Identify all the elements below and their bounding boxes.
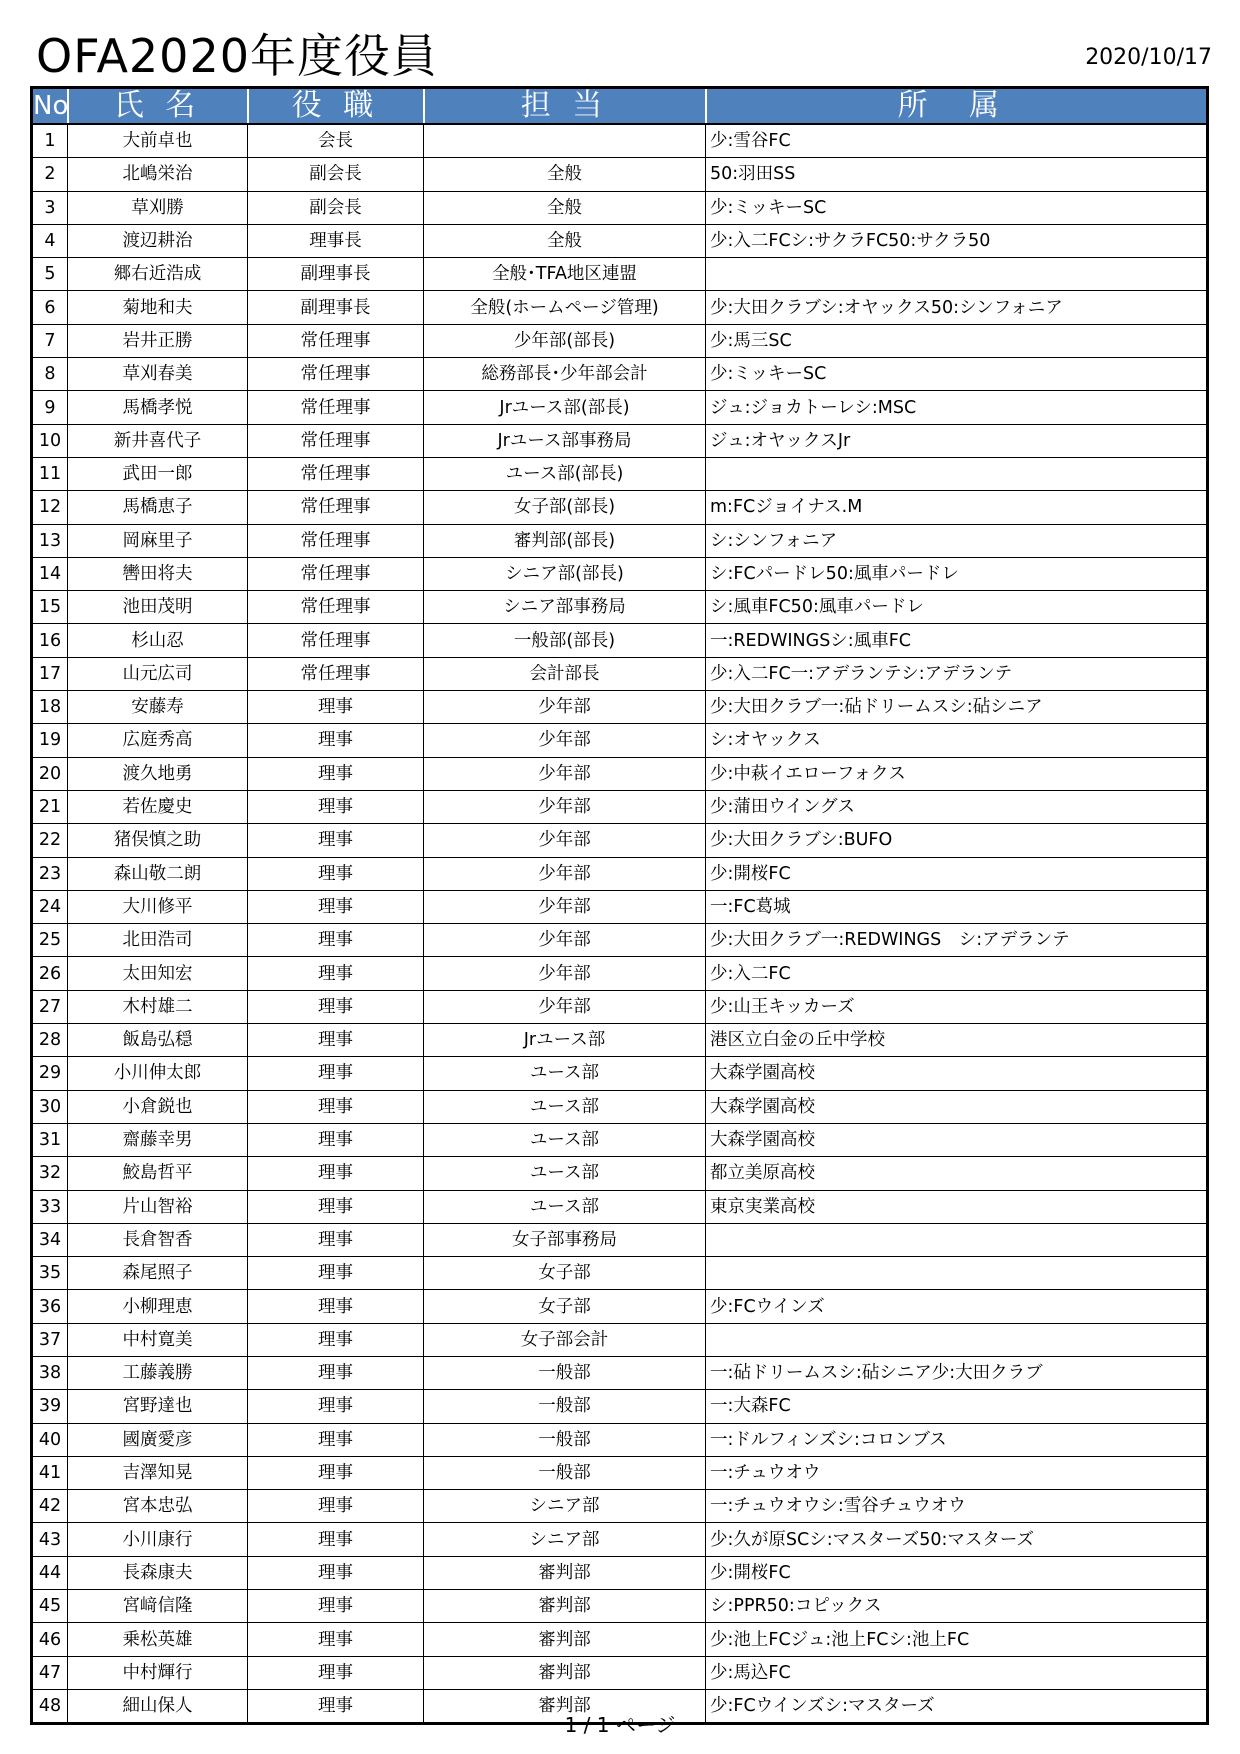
row-no: 22 [32,824,68,857]
table-row [32,391,1208,424]
row-charge: ユース部(部長) [424,457,706,490]
row-charge: 少年部 [424,724,706,757]
row-role: 理事 [248,1456,424,1489]
row-name: 中村輝行 [68,1656,248,1689]
table-row [32,1223,1208,1256]
row-name: 安藤寿 [68,691,248,724]
row-charge: 審判部(部長) [424,524,706,557]
row-affiliation: 少:入二FC [706,957,1208,990]
table-row [32,1290,1208,1323]
row-no: 7 [32,324,68,357]
document-date: 2020/10/17 [1085,45,1212,70]
row-no: 4 [32,224,68,257]
table-header [32,88,1208,125]
table-row [32,1157,1208,1190]
row-name: 若佐慶史 [68,790,248,823]
row-role: 常任理事 [248,358,424,391]
row-charge: 女子部会計 [424,1323,706,1356]
row-affiliation: 少:雪谷FC [706,124,1208,158]
row-no: 6 [32,291,68,324]
row-no: 24 [32,890,68,923]
row-affiliation: ジュ:ジョカトーレシ:MSC [706,391,1208,424]
row-name: 森尾照子 [68,1257,248,1290]
row-name: 北田浩司 [68,924,248,957]
row-role: 常任理事 [248,324,424,357]
row-role: 会長 [248,124,424,158]
row-affiliation: 大森学園高校 [706,1123,1208,1156]
row-name: 長倉智香 [68,1223,248,1256]
row-affiliation: 一:チュウオウ [706,1456,1208,1489]
row-name: 馬橋恵子 [68,491,248,524]
row-role: 理事長 [248,224,424,257]
row-role: 常任理事 [248,624,424,657]
row-role: 理事 [248,1323,424,1356]
header-role: 役 職 [248,88,424,125]
row-no: 40 [32,1423,68,1456]
row-role: 副理事長 [248,258,424,291]
row-name: 森山敬二朗 [68,857,248,890]
table-row [32,724,1208,757]
row-affiliation: 東京実業高校 [706,1190,1208,1223]
row-role: 理事 [248,924,424,957]
row-charge: シニア部事務局 [424,591,706,624]
row-affiliation: シ:PPR50:コピックス [706,1590,1208,1623]
table-row [32,1523,1208,1556]
table-row [32,790,1208,823]
row-role: 常任理事 [248,524,424,557]
row-affiliation: 少:開桜FC [706,1556,1208,1589]
row-name: 齋藤幸男 [68,1123,248,1156]
row-name: 太田知宏 [68,957,248,990]
row-affiliation: シ:オヤックス [706,724,1208,757]
officers-table [30,86,1209,1725]
header-name: 氏 名 [68,88,248,125]
row-affiliation: 少:大田クラブ一:REDWINGS シ:アデランテ [706,924,1208,957]
row-no: 43 [32,1523,68,1556]
row-role: 常任理事 [248,657,424,690]
row-charge: 女子部事務局 [424,1223,706,1256]
row-affiliation: 少:大田クラブ一:砧ドリームスシ:砧シニア [706,691,1208,724]
row-charge: 会計部長 [424,657,706,690]
row-no: 38 [32,1356,68,1389]
row-affiliation: シ:風車FC50:風車パードレ [706,591,1208,624]
row-affiliation: 少:馬込FC [706,1656,1208,1689]
table-row [32,1556,1208,1589]
row-name: 岡麻里子 [68,524,248,557]
row-charge: 一般部(部長) [424,624,706,657]
table-body [32,124,1208,1724]
row-name: 北嶋栄治 [68,158,248,191]
row-name: 飯島弘穏 [68,1024,248,1057]
row-name: 宮本忠弘 [68,1490,248,1523]
table-row [32,890,1208,923]
row-charge: 審判部 [424,1623,706,1656]
row-name: 新井喜代子 [68,424,248,457]
row-no: 28 [32,1024,68,1057]
row-name: 轡田将夫 [68,557,248,590]
table-row [32,657,1208,690]
row-name: 乗松英雄 [68,1623,248,1656]
row-role: 理事 [248,957,424,990]
row-charge: 全般 [424,224,706,257]
row-role: 副会長 [248,158,424,191]
row-role: 副会長 [248,191,424,224]
row-name: 小川伸太郎 [68,1057,248,1090]
row-name: 吉澤知晃 [68,1456,248,1489]
table-row [32,624,1208,657]
row-name: 杉山忍 [68,624,248,657]
row-name: 細山保人 [68,1689,248,1723]
row-charge: ユース部 [424,1090,706,1123]
row-no: 45 [32,1590,68,1623]
row-affiliation: 一:ドルフィンズシ:コロンブス [706,1423,1208,1456]
row-name: 渡久地勇 [68,757,248,790]
row-charge: ユース部 [424,1123,706,1156]
row-affiliation [706,1223,1208,1256]
table-row [32,158,1208,191]
table-row [32,691,1208,724]
row-name: 草刈春美 [68,358,248,391]
table-row [32,291,1208,324]
table-row [32,1190,1208,1223]
row-no: 31 [32,1123,68,1156]
table-row [32,1323,1208,1356]
row-no: 5 [32,258,68,291]
table-row [32,1257,1208,1290]
row-name: 大前卓也 [68,124,248,158]
row-role: 理事 [248,1523,424,1556]
table-row [32,591,1208,624]
row-affiliation: 少:FCウインズ [706,1290,1208,1323]
row-charge: 少年部 [424,924,706,957]
row-name: 片山智裕 [68,1190,248,1223]
table-row [32,1390,1208,1423]
row-affiliation: 一:チュウオウシ:雪谷チュウオウ [706,1490,1208,1523]
row-affiliation: 少:蒲田ウイングス [706,790,1208,823]
row-charge: 少年部 [424,691,706,724]
row-affiliation: 少:中萩イエローフォクス [706,757,1208,790]
row-no: 30 [32,1090,68,1123]
row-no: 27 [32,990,68,1023]
row-charge: 一般部 [424,1423,706,1456]
row-charge: シニア部 [424,1523,706,1556]
row-charge: 少年部 [424,890,706,923]
row-no: 42 [32,1490,68,1523]
row-role: 理事 [248,1556,424,1589]
row-no: 8 [32,358,68,391]
row-charge: Jrユース部 [424,1024,706,1057]
table-row [32,557,1208,590]
row-charge: 審判部 [424,1556,706,1589]
row-no: 47 [32,1656,68,1689]
page-footer: 1 / 1 ページ [564,1713,676,1737]
row-name: 馬橋孝悦 [68,391,248,424]
row-charge: 一般部 [424,1390,706,1423]
row-role: 理事 [248,1656,424,1689]
row-role: 理事 [248,1090,424,1123]
row-role: 常任理事 [248,591,424,624]
row-name: 大川修平 [68,890,248,923]
row-affiliation: 少:ミッキーSC [706,191,1208,224]
row-name: 鮫島哲平 [68,1157,248,1190]
row-charge: 女子部(部長) [424,491,706,524]
row-no: 48 [32,1689,68,1723]
header-affiliation: 所 属 [706,88,1208,125]
row-role: 常任理事 [248,457,424,490]
row-role: 理事 [248,757,424,790]
row-charge: 全般･TFA地区連盟 [424,258,706,291]
row-name: 木村雄二 [68,990,248,1023]
table-row [32,1090,1208,1123]
row-name: 小倉鋭也 [68,1090,248,1123]
row-affiliation: 少:大田クラブシ:BUFO [706,824,1208,857]
row-charge: 一般部 [424,1456,706,1489]
row-no: 41 [32,1456,68,1489]
row-name: 広庭秀高 [68,724,248,757]
row-role: 理事 [248,857,424,890]
row-charge: 少年部 [424,757,706,790]
row-charge: 全般 [424,158,706,191]
table-row [32,924,1208,957]
row-affiliation: 港区立白金の丘中学校 [706,1024,1208,1057]
row-no: 13 [32,524,68,557]
row-no: 20 [32,757,68,790]
row-affiliation: 少:FCウインズシ:マスターズ [706,1689,1208,1723]
row-affiliation: 少:ミッキーSC [706,358,1208,391]
row-affiliation: 少:馬三SC [706,324,1208,357]
row-role: 理事 [248,1623,424,1656]
row-name: 郷右近浩成 [68,258,248,291]
row-name: 國廣愛彦 [68,1423,248,1456]
row-affiliation: 50:羽田SS [706,158,1208,191]
row-affiliation: 少:山王キッカーズ [706,990,1208,1023]
row-no: 37 [32,1323,68,1356]
row-no: 25 [32,924,68,957]
row-no: 2 [32,158,68,191]
row-name: 小柳理恵 [68,1290,248,1323]
row-role: 理事 [248,1123,424,1156]
row-no: 10 [32,424,68,457]
row-name: 宮﨑信隆 [68,1590,248,1623]
table-row [32,491,1208,524]
row-affiliation: ジュ:オヤックスJr [706,424,1208,457]
table-row [32,1456,1208,1489]
row-no: 44 [32,1556,68,1589]
row-no: 33 [32,1190,68,1223]
row-affiliation: m:FCジョイナス.M [706,491,1208,524]
table-row [32,1057,1208,1090]
row-name: 武田一郎 [68,457,248,490]
row-affiliation: 都立美原高校 [706,1157,1208,1190]
table-row [32,1623,1208,1656]
row-charge: シニア部(部長) [424,557,706,590]
row-affiliation: 一:砧ドリームスシ:砧シニア少:大田クラブ [706,1356,1208,1389]
row-role: 理事 [248,1290,424,1323]
row-affiliation: 少:開桜FC [706,857,1208,890]
row-affiliation: シ:シンフォニア [706,524,1208,557]
table-row [32,1590,1208,1623]
row-name: 猪俣慎之助 [68,824,248,857]
row-no: 32 [32,1157,68,1190]
row-no: 12 [32,491,68,524]
table-row [32,1024,1208,1057]
row-affiliation [706,1323,1208,1356]
row-no: 35 [32,1257,68,1290]
row-no: 1 [32,124,68,158]
row-charge: 女子部 [424,1290,706,1323]
row-role: 理事 [248,1024,424,1057]
row-charge: 少年部 [424,824,706,857]
row-name: 岩井正勝 [68,324,248,357]
header-row [32,88,1208,125]
row-name: 渡辺耕治 [68,224,248,257]
row-charge [424,124,706,158]
row-no: 46 [32,1623,68,1656]
row-role: 常任理事 [248,491,424,524]
row-role: 理事 [248,824,424,857]
row-role: 理事 [248,1390,424,1423]
document-title: OFA2020年度役員 [36,29,438,83]
row-role: 理事 [248,790,424,823]
row-name: 草刈勝 [68,191,248,224]
row-no: 16 [32,624,68,657]
row-affiliation: 少:入二FC一:アデランテシ:アデランテ [706,657,1208,690]
row-affiliation: 大森学園高校 [706,1057,1208,1090]
table-row [32,857,1208,890]
row-name: 宮野達也 [68,1390,248,1423]
row-affiliation: 少:久が原SCシ:マスターズ50:マスターズ [706,1523,1208,1556]
row-no: 34 [32,1223,68,1256]
row-charge: ユース部 [424,1157,706,1190]
row-no: 15 [32,591,68,624]
row-role: 理事 [248,1257,424,1290]
row-role: 常任理事 [248,391,424,424]
row-name: 菊地和夫 [68,291,248,324]
row-name: 池田茂明 [68,591,248,624]
row-no: 11 [32,457,68,490]
row-no: 26 [32,957,68,990]
row-no: 29 [32,1057,68,1090]
row-charge: シニア部 [424,1490,706,1523]
row-charge: 女子部 [424,1257,706,1290]
row-role: 副理事長 [248,291,424,324]
row-role: 理事 [248,1490,424,1523]
row-name: 山元広司 [68,657,248,690]
row-charge: 全般(ホームページ管理) [424,291,706,324]
table-row [32,424,1208,457]
table-row [32,1656,1208,1689]
row-no: 9 [32,391,68,424]
table-row [32,224,1208,257]
table-row [32,957,1208,990]
row-role: 理事 [248,1157,424,1190]
table-row [32,358,1208,391]
row-role: 理事 [248,990,424,1023]
row-role: 常任理事 [248,557,424,590]
row-charge: Jrユース部(部長) [424,391,706,424]
row-role: 理事 [248,1590,424,1623]
row-affiliation [706,457,1208,490]
row-no: 14 [32,557,68,590]
row-name: 中村寛美 [68,1323,248,1356]
row-affiliation: 一:REDWINGSシ:風車FC [706,624,1208,657]
row-charge: 審判部 [424,1656,706,1689]
header-no: No [32,88,68,125]
row-no: 3 [32,191,68,224]
row-affiliation: 一:大森FC [706,1390,1208,1423]
table-row [32,757,1208,790]
table-row [32,324,1208,357]
table-row [32,1123,1208,1156]
row-role: 理事 [248,1057,424,1090]
row-role: 理事 [248,1356,424,1389]
table-row [32,1423,1208,1456]
row-charge: 一般部 [424,1356,706,1389]
table-row [32,124,1208,158]
row-charge: 少年部 [424,957,706,990]
header-charge: 担 当 [424,88,706,125]
row-no: 19 [32,724,68,757]
row-affiliation: 少:入二FCシ:サクラFC50:サクラ50 [706,224,1208,257]
row-no: 36 [32,1290,68,1323]
row-no: 23 [32,857,68,890]
row-charge: 少年部 [424,990,706,1023]
row-role: 理事 [248,724,424,757]
row-no: 39 [32,1390,68,1423]
row-charge: ユース部 [424,1057,706,1090]
table-row [32,524,1208,557]
row-charge: 全般 [424,191,706,224]
row-name: 長森康夫 [68,1556,248,1589]
row-role: 理事 [248,1190,424,1223]
row-role: 常任理事 [248,424,424,457]
row-no: 21 [32,790,68,823]
table-row [32,191,1208,224]
row-charge: 審判部 [424,1590,706,1623]
table-row [32,824,1208,857]
row-affiliation: 少:大田クラブシ:オヤックス50:シンフォニア [706,291,1208,324]
row-charge: 少年部 [424,790,706,823]
row-affiliation: 少:池上FCジュ:池上FCシ:池上FC [706,1623,1208,1656]
table-row [32,258,1208,291]
row-no: 18 [32,691,68,724]
row-affiliation: シ:FCパードレ50:風車パードレ [706,557,1208,590]
row-role: 理事 [248,691,424,724]
table-row [32,1490,1208,1523]
row-role: 理事 [248,890,424,923]
row-charge: 総務部長･少年部会計 [424,358,706,391]
row-affiliation: 大森学園高校 [706,1090,1208,1123]
table-row [32,457,1208,490]
row-role: 理事 [248,1689,424,1723]
row-name: 小川康行 [68,1523,248,1556]
row-no: 17 [32,657,68,690]
row-charge: 少年部(部長) [424,324,706,357]
row-affiliation [706,1257,1208,1290]
row-charge: 審判部 [424,1689,706,1723]
row-charge: Jrユース部事務局 [424,424,706,457]
table-row [32,1356,1208,1389]
row-affiliation: 一:FC葛城 [706,890,1208,923]
row-affiliation [706,258,1208,291]
row-name: 工藤義勝 [68,1356,248,1389]
row-charge: 少年部 [424,857,706,890]
row-charge: ユース部 [424,1190,706,1223]
row-role: 理事 [248,1423,424,1456]
row-role: 理事 [248,1223,424,1256]
table-row [32,990,1208,1023]
